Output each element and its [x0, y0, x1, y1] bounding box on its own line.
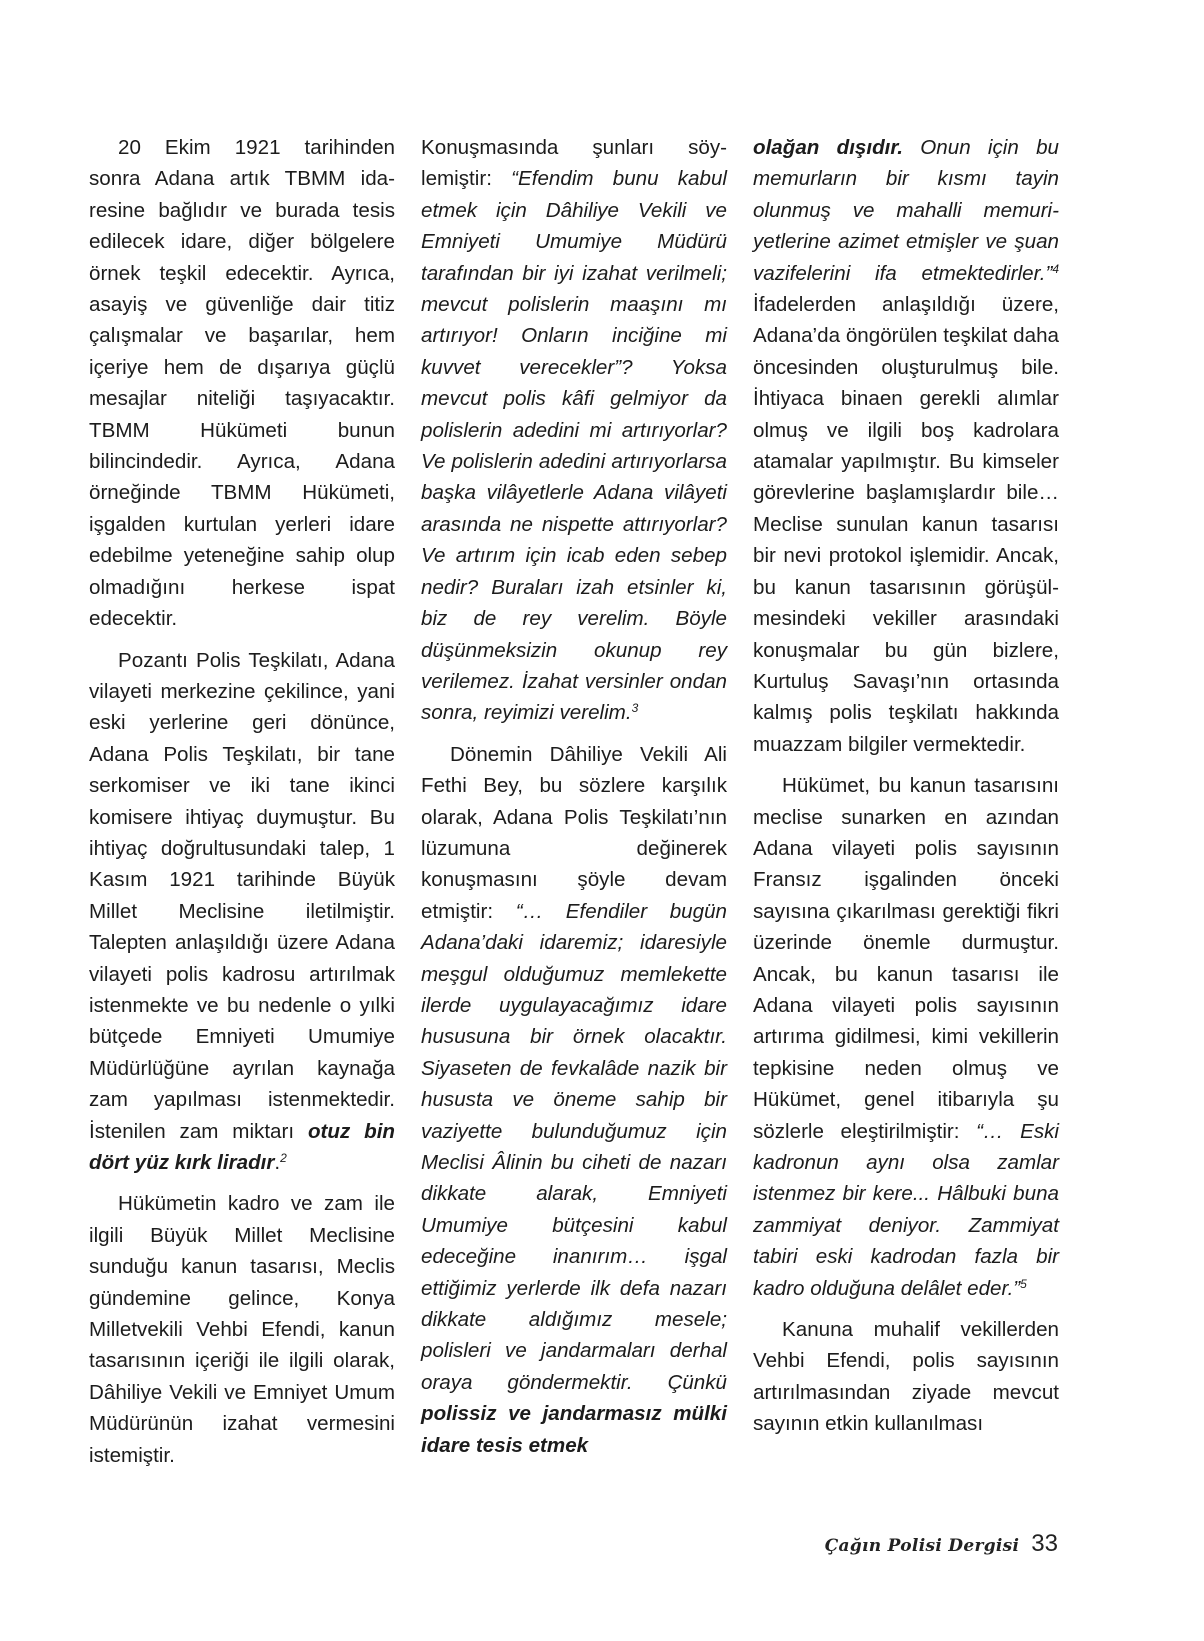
quote-text: “… Efendiler bugün Adana’daki idaremiz; idaresiyle meşgul olduğumuz memlekette ilerde uygulayacağımız idare hususuna bir örnek olacaktır. Siyaseten de fevkalâde nazik bir hususta ve öneme sahip bir vaziyette bulunduğumuz için Meclisi Âlinin bu ciheti de nazarı dikkate alarak, Emniyeti Umumiye bütçesini kabul edeceğine inanırım… işgal ettiğimiz yerlerde ilk defa nazarı dikkate aldığımız mesele; polisleri ve jandarmaları derhal oraya göndermektir. Çünkü: [421, 899, 727, 1394]
paragraph-text: Dönemin Dâhiliye Vekili Ali Fethi Bey, bu sözlere karşılık olarak, Adana Polis Teşkilatı’nın lüzumuna değinerek konuşmasını şöyle devam etmiştir:: [421, 742, 727, 923]
footnote-ref: 3: [631, 701, 639, 716]
paragraph-text: Kanuna muhalif vekillerden Vehbi Efendi, polis sayısının artırılmasından ziyade mevcut sayının etkin kullanılması: [753, 1318, 1059, 1436]
paragraph: [753, 132, 1059, 760]
quote-text: “Efendim bunu kabul etmek için Dâhiliye Vekili ve Emniyeti Umumiye Müdürü tarafından bir iyi izahat verilmeli; mevcut polislerin maaşını mı artırıyor! Onların inciğine mi kuvvet verecekler”? Yoksa mevcut polis kâfi gelmiyor da polislerin adedini mi artırıyorlar? Ve polislerin adedini artırıyorlarsa başka vilâyetlerle Adana vilâyeti arasında ne nispette attırıyorlar? Ve artırım için icab eden sebep nedir? Buraları izah etsinler ki, biz de rey verelim. Böyle düşünmeksizin okunup rey verilemez. İzahat versinler ondan sonra, reyimizi verelim.: [421, 167, 727, 725]
paragraph: [89, 1188, 395, 1471]
emphasis-text: polissiz ve jandarmasız mülki idare tesis etmek: [421, 1402, 727, 1457]
paragraph-text: İfadelerden anlaşıldığı üzere, Adana’da öngörülen teşkilat daha öncesinden oluşturulmuş bile. İhtiyaca binaen gerekli alımlar olmuş ve ilgili boş kadrolara atamalar yapılmıştır. Bu kimseler görevlerine başlamışlardır bile… Meclise sunulan kanun tasarısı bir nevi protokol işlemidir. Ancak, bu kanun tasarısının görüşülmesindeki vekiller arasındaki konuşmalar bu gün bizlere, Kurtuluş Savaşı’nın ortasında kalmış polis teşkilatı hakkında muazzam bilgiler vermektedir.: [753, 293, 1059, 756]
paragraph: [753, 1314, 1059, 1440]
paragraph-text: Hükümet, bu kanun tasarısını meclise sunarken en azından Adana vilayeti polis sayısının Fransız işgalinden önceki sayısına çıkarılması gerektiği fikri üzerinde önemle durmuştur. Ancak, bu kanun tasarısı ile Adana vilayeti polis sayısının artırıma gidilmesi, kimi vekillerin tepkisine neden olmuş ve Hükümet, genel itibarıyla şu sözlerle eleştirilmiştir:: [753, 774, 1059, 1143]
paragraph-text: Hükümetin kadro ve zam ile ilgili Büyük Millet Meclisine sunduğu kanun tasarısı, Meclis gündemine gelince, Konya Milletvekili Vehbi Efendi, kanun tasarısının içeriği ile ilgili olarak, Dâhiliye Vekili ve Emniyet Umum Müdürünün izahat vermesini istemiştir.: [89, 1192, 395, 1467]
paragraph-text: 20 Ekim 1921 tarihinden sonra Adana artık TBMM idaresine bağlıdır ve burada tesis edilecek idare, diğer bölgelere örnek teşkil edecektir. Ayrıca, asayiş ve güvenliğe dair titiz çalışmalar ve başarılar, hem içeriye hem de dışarıya güçlü mesajlar niteliği taşıyacaktır. TBMM Hükümeti bunun bilincindedir. Ayrıca, Adana örneğinde TBMM Hükümeti, işgalden kurtulan yerleri idare edebilme yeteneğine sahip olup olmadığını herkese ispat edecektir.: [89, 136, 395, 631]
paragraph: [421, 132, 727, 729]
paragraph-text: Pozantı Polis Teşkilatı, Adana vilayeti merkezine çekilince, yani eski yerlerine geri dönünce, Adana Polis Teşkilatı, bir tane serkomiser ve iki tane ikinci komisere ihtiyaç duymuştur. Bu ihtiyaç doğrultusundaki talep, 1 Kasım 1921 tarihinde Büyük Millet Meclisine iletilmiştir. Talepten anlaşıldığı üzere Adana vilayeti polis kadrosu artırılmak istenmekte ve bu nedenle o yılki bütçede Emniyeti Umumiye Müdürlüğüne ayrılan kaynağa zam yapılması istenmektedir. İstenilen zam miktarı: [89, 648, 395, 1143]
paragraph-text: .: [274, 1151, 281, 1174]
paragraph-text: Konuşmasında şunları söylemiştir:: [421, 136, 727, 191]
footnote-ref: 2: [280, 1151, 287, 1165]
emphasis-text: otuz bin dört yüz kırk liradır: [89, 1119, 395, 1174]
footnote-ref: 4: [1052, 261, 1059, 276]
paragraph: [421, 739, 727, 1461]
text-column-2: [421, 132, 727, 1461]
page-footer: [825, 1530, 1058, 1558]
quote-text: “… Eski kadronun aynı olsa zamlar istenmez bir kere... Hâlbuki buna zammiyat deniyor. Zammiyat tabiri eski kadrodan fazla bir kadro olduğuna delâlet eder.”: [753, 1119, 1059, 1300]
emphasis-text: olağan dışıdır.: [753, 136, 904, 159]
text-column-1: [89, 132, 395, 1471]
page-number: 33: [1031, 1530, 1058, 1557]
paragraph: [89, 132, 395, 635]
paragraph: [89, 645, 395, 1179]
text-column-3: [753, 132, 1059, 1440]
paragraph: [753, 770, 1059, 1304]
footnote-ref: 5: [1020, 1276, 1027, 1291]
journal-title: Çağın Polisi Dergisi: [824, 1536, 1020, 1556]
quote-text: Onun için bu memurların bir kısmı tayin olunmuş ve mahalli memuriyetlerine azimet etmişler ve şuan vazifelerini ifa etmektedirler.”: [753, 136, 1059, 285]
